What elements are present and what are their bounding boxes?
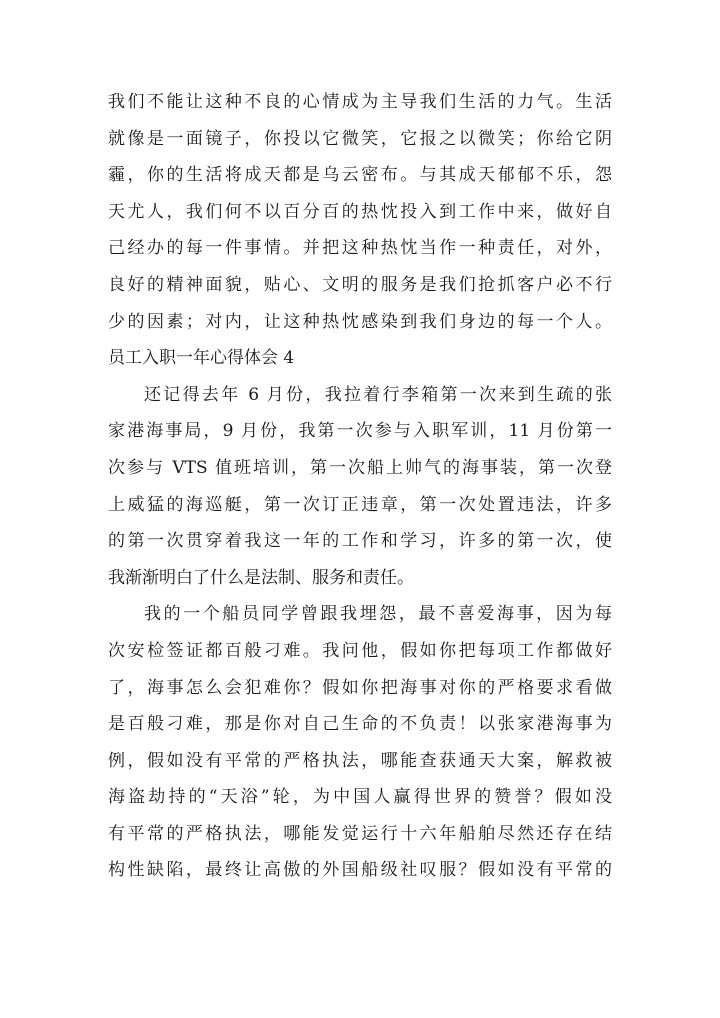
text-line: 就像是一面镜子，你投以它微笑，它报之以微笑；你给它阴	[108, 128, 612, 149]
text-line: 霾，你的生活将成天都是乌云密布。与其成天郁郁不乐，怨	[108, 165, 612, 186]
text-line: 还记得去年 6 月份，我拉着行李箱第一次来到生疏的张	[144, 384, 612, 405]
text-line: 了，海事怎么会犯难你？假如你把海事对你的严格要求看做	[108, 677, 612, 698]
heading-text: 员工入职一年心得体会 4	[108, 348, 295, 369]
text-line: 我的一个船员同学曾跟我埋怨，最不喜爱海事，因为每	[144, 604, 612, 625]
text-line: 的第一次贯穿着我这一年的工作和学习，许多的第一次，使	[108, 531, 612, 552]
text-line: 上威猛的海巡艇，第一次订正违章，第一次处置违法，许多	[108, 494, 612, 515]
paragraph-continued	[108, 84, 612, 340]
text-line: 构性缺陷，最终让高傲的外国船级社叹服？假如没有平常的	[108, 860, 612, 881]
text-line: 家港海事局，9 月份，我第一次参与入职军训，11 月份第一	[108, 421, 612, 442]
paragraph	[108, 377, 612, 597]
text-line: 少的因素；对内，让这种热忱感染到我们身边的每一个人。	[108, 311, 612, 332]
text-line: 己经办的每一件事情。并把这种热忱当作一种责任，对外，	[108, 238, 612, 259]
text-line: 次参与 VTS 值班培训，第一次船上帅气的海事装，第一次登	[108, 457, 612, 478]
document-body	[108, 84, 612, 889]
text-line: 次安检签证都百般刁难。我问他，假如你把每项工作都做好	[108, 640, 612, 661]
paragraph	[108, 596, 612, 889]
text-line: 例，假如没有平常的严格执法，哪能查获通天大案，解救被	[108, 750, 612, 771]
section-heading	[108, 340, 612, 377]
text-line: 是百般刁难，那是你对自己生命的不负责！以张家港海事为	[108, 714, 612, 735]
text-line: 天尤人，我们何不以百分百的热忱投入到工作中来，做好自	[108, 201, 612, 222]
text-line: 有平常的严格执法，哪能发觉运行十六年船舶尽然还存在结	[108, 823, 612, 844]
text-line: 良好的精神面貌，贴心、文明的服务是我们抢抓客户必不行	[108, 274, 612, 295]
text-line: 我渐渐明白了什么是法制、服务和责任。	[108, 567, 414, 588]
text-line: 海盗劫持的“天浴”轮，为中国人赢得世界的赞誉？假如没	[108, 787, 612, 808]
text-line: 我们不能让这种不良的心情成为主导我们生活的力气。生活	[108, 92, 612, 112]
